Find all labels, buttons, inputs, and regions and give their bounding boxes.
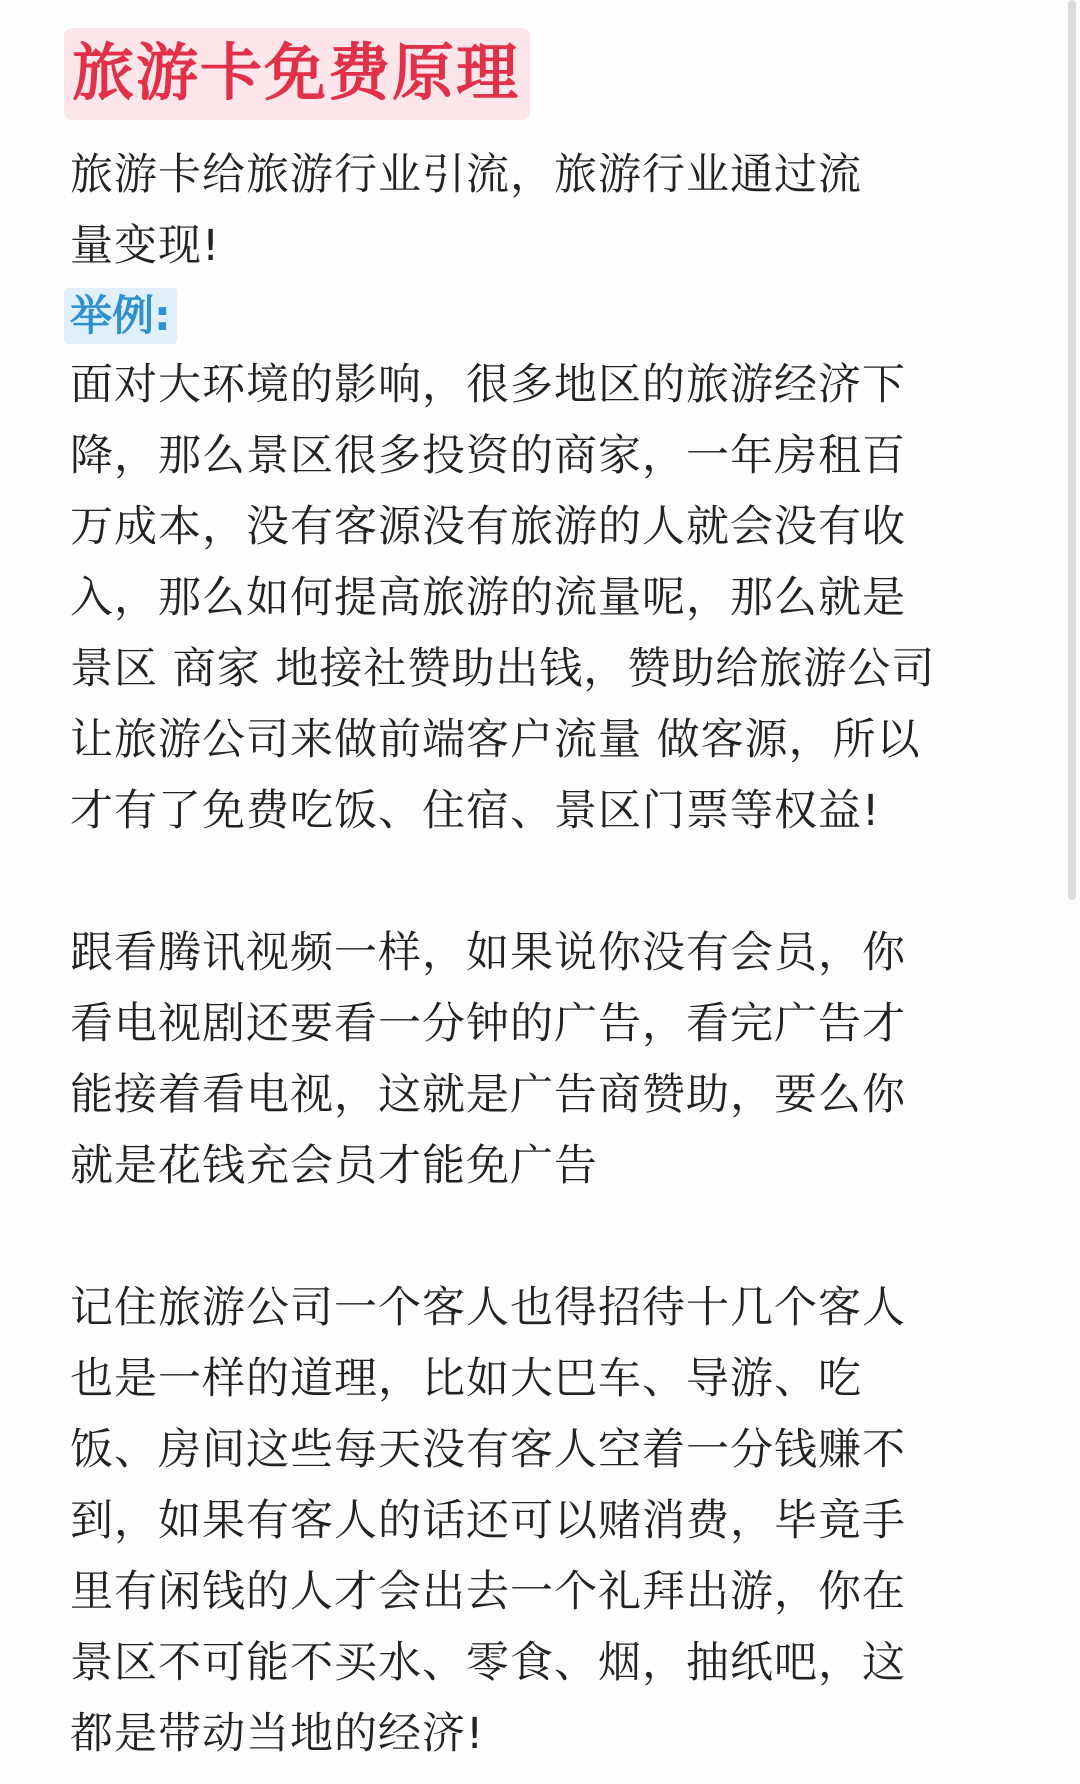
paragraph-video-analogy xyxy=(70,918,1025,1202)
text-line: 景区不可能不买水、零食、烟，抽纸吧，这 xyxy=(70,1638,906,1688)
text-line: 降，那么景区很多投资的商家，一年房租百 xyxy=(70,431,906,481)
text-line: 万成本，没有客源没有旅游的人就会没有收 xyxy=(70,502,906,552)
intro-line: 量变现! xyxy=(70,221,221,271)
text-line: 景区 商家 地接社赞助出钱，赞助给旅游公司 xyxy=(70,644,936,694)
text-line: 就是花钱充会员才能免广告 xyxy=(70,1141,598,1191)
intro-line: 旅游卡给旅游行业引流，旅游行业通过流 xyxy=(70,150,862,200)
text-line: 到，如果有客人的话还可以赌消费，毕竟手 xyxy=(70,1496,906,1546)
text-line: 让旅游公司来做前端客户流量 做客源，所以 xyxy=(70,715,921,765)
scrollbar[interactable] xyxy=(1068,0,1076,900)
paragraph-gap xyxy=(70,847,1025,918)
text-line: 看电视剧还要看一分钟的广告，看完广告才 xyxy=(70,999,906,1049)
title-highlight xyxy=(64,28,530,120)
text-line: 能接着看电视，这就是广告商赞助，要么你 xyxy=(70,1070,906,1120)
text-line: 饭、房间这些每天没有客人空着一分钱赚不 xyxy=(70,1425,906,1475)
paragraph-travel-company xyxy=(70,1273,1025,1770)
paragraph-gap xyxy=(70,1202,1025,1273)
paragraph-economy xyxy=(70,350,1025,847)
article-body xyxy=(70,140,1025,1770)
text-line: 入，那么如何提高旅游的流量呢，那么就是 xyxy=(70,573,906,623)
text-line: 里有闲钱的人才会出去一个礼拜出游，你在 xyxy=(70,1567,906,1617)
text-line: 记住旅游公司一个客人也得招待十几个客人 xyxy=(70,1283,906,1333)
page-title: 旅游卡免费原理 xyxy=(72,36,521,109)
text-line: 才有了免费吃饭、住宿、景区门票等权益! xyxy=(70,786,881,836)
text-line: 都是带动当地的经济! xyxy=(70,1709,485,1759)
intro-paragraph xyxy=(70,140,1025,282)
text-line: 跟看腾讯视频一样，如果说你没有会员，你 xyxy=(70,928,906,978)
text-line: 也是一样的道理，比如大巴车、导游、吃 xyxy=(70,1354,862,1404)
text-line: 面对大环境的影响，很多地区的旅游经济下 xyxy=(70,360,906,410)
example-label: 举例: xyxy=(64,288,177,344)
